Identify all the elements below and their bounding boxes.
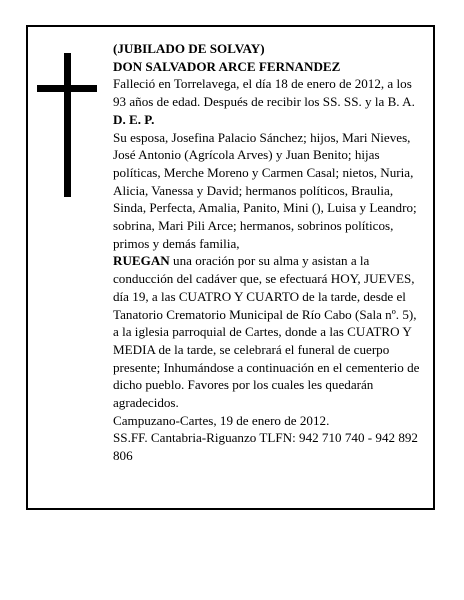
affiliation: (JUBILADO DE SOLVAY) [113, 41, 265, 56]
deceased-name: DON SALVADOR ARCE FERNANDEZ [113, 58, 341, 74]
request-text: una oración por su alma y asistan a la conducción del cadáver que, se efectuará HOY, JUEVES, día 19, a las CUATRO Y CUARTO de la tarde, desde el Tanatorio Crematorio Municipal de Río Cabo (Sala nº. 5), a la iglesia parroquial de Cartes, donde a las CUATRO Y MEDIA de la tarde, se celebrará el funeral de cuerpo presente; Inhumándose a continuación en el cementerio de dicho pueblo. Favores por los cuales les quedarán agradecidos. [113, 253, 420, 411]
funeral-home-contact: SS.FF. Cantabria-Riguanzo TLFN: 942 710 740 - 942 892 806 [113, 430, 418, 464]
request-paragraph [113, 252, 425, 411]
death-details: Falleció en Torrelavega, el día 18 de enero de 2012, a los 93 años de edad. Después de recibir los SS. SS. y la B. A. [113, 76, 415, 110]
place-date: Campuzano-Cartes, 19 de enero de 2012. [113, 412, 330, 428]
cross-vertical-bar [64, 53, 71, 197]
request-keyword: RUEGAN [113, 253, 170, 269]
family-list: Su esposa, Josefina Palacio Sánchez; hijos, Mari Nieves, José Antonio (Agrícola Arves) y Juan Benito; hijas políticas, Merche Moreno y Carmen Casal; nietos, Nuria, Alicia, Vanessa y David; hermanos políticos, Braulia, Sinda, Perfecta, Amalia, Panito, Mini (), Luisa y Leandro; sobrina, Mari Pili Arce; hermanos, sobrinos políticos, primos y demás familia, [113, 129, 417, 251]
dep-line: D. E. P. [113, 111, 155, 127]
obituary-text [113, 40, 425, 465]
cross-horizontal-bar [37, 85, 97, 92]
